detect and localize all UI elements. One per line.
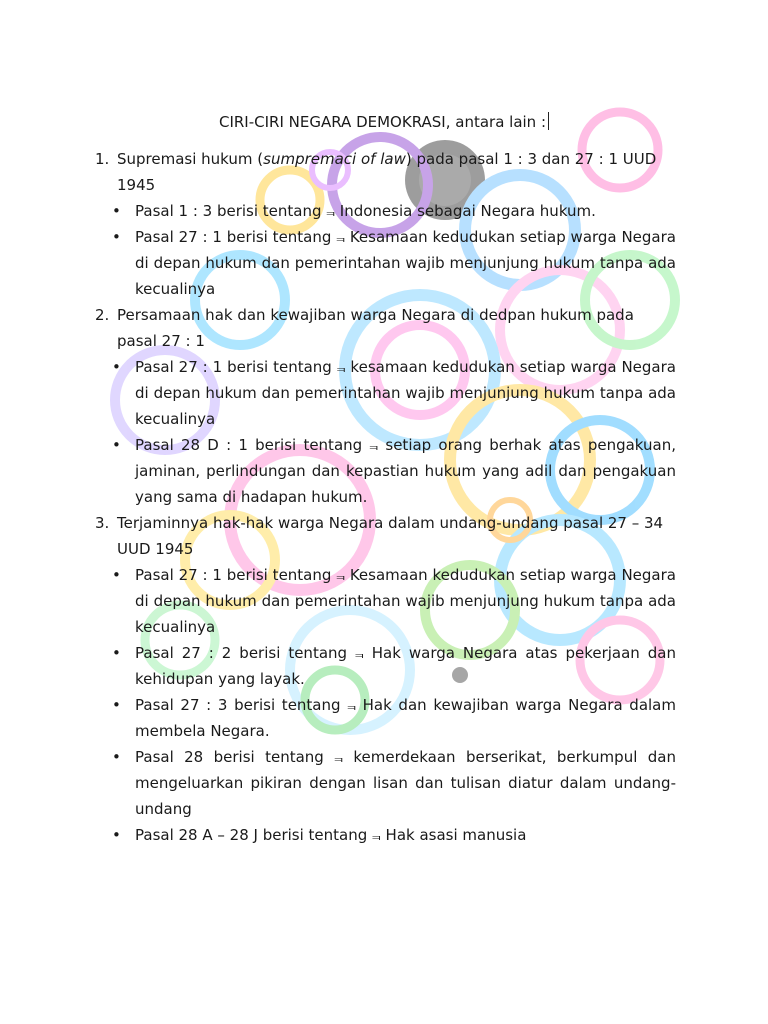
bullet-icon: • (112, 228, 121, 246)
title-suffix: , antara lain : (445, 113, 547, 131)
bullet-list-1 (0, 198, 768, 302)
bullet-list-2 (0, 354, 768, 510)
list-heading: Supremasi hukum (sumpremaci of law) pada pasal 1 : 3 dan 27 : 1 UUD 1945 (117, 150, 657, 194)
bullet-item: • Pasal 27 : 1 berisi tentang ⫬ kesamaan kedudukan setiap warga Negara di depan hukum dan pemerintahan wajib menjunjung hukum tanpa ada kecualinya (0, 354, 768, 432)
document-title (0, 111, 768, 133)
bullet-icon: • (112, 748, 121, 766)
bullet-item: • Pasal 27 : 2 berisi tentang ⫬ Hak warga Negara atas pekerjaan dan kehidupan yang layak. (0, 640, 768, 692)
list-number: 3. (95, 514, 110, 532)
bullet-item: • Pasal 1 : 3 berisi tentang ⫬ Indonesia sebagai Negara hukum. (0, 198, 768, 224)
bullet-item: • Pasal 27 : 3 berisi tentang ⫬ Hak dan kewajiban warga Negara dalam membela Negara. (0, 692, 768, 744)
bullet-icon: • (112, 436, 121, 454)
list-number: 1. (95, 150, 110, 168)
bullet-icon: • (112, 696, 121, 714)
list-heading: Terjaminnya hak-hak warga Negara dalam undang-undang pasal 27 – 34 UUD 1945 (117, 514, 664, 558)
bullet-icon: • (112, 566, 121, 584)
list-heading: Persamaan hak dan kewajiban warga Negara di dedpan hukum pada pasal 27 : 1 (117, 306, 634, 350)
text-cursor (548, 112, 549, 130)
list-number: 2. (95, 306, 110, 324)
bullet-icon: • (112, 826, 121, 844)
list-item-1 (0, 146, 768, 198)
bullet-item: • Pasal 28 A – 28 J berisi tentang ⫬ Hak asasi manusia (0, 822, 768, 848)
title-prefix: CIRI-CIRI NEGARA DEMOKRASI (218, 113, 446, 131)
list-item-3 (0, 510, 768, 562)
bullet-item: • Pasal 28 D : 1 berisi tentang ⫬ setiap orang berhak atas pengakuan, jaminan, perlindungan dan kepastian hukum yang adil dan pengakuan yang sama di hadapan hukum. (0, 432, 768, 510)
numbered-list (0, 146, 768, 848)
bullet-icon: • (112, 358, 121, 376)
italic-term: sumpremaci of law (263, 150, 406, 168)
bullet-list-3 (0, 562, 768, 848)
bullet-item: • Pasal 28 berisi tentang ⫬ kemerdekaan berserikat, berkumpul dan mengeluarkan pikiran dengan lisan dan tulisan diatur dalam undang-undang (0, 744, 768, 822)
bullet-icon: • (112, 202, 121, 220)
bullet-icon: • (112, 644, 121, 662)
bullet-item: • Pasal 27 : 1 berisi tentang ⫬ Kesamaan kedudukan setiap warga Negara di depan hukum dan pemerintahan wajib menjunjung hukum tanpa ada kecualinya (0, 224, 768, 302)
bullet-item: • Pasal 27 : 1 berisi tentang ⫬ Kesamaan kedudukan setiap warga Negara di depan hukum dan pemerintahan wajib menjunjung hukum tanpa ada kecualinya (0, 562, 768, 640)
list-item-2 (0, 302, 768, 354)
